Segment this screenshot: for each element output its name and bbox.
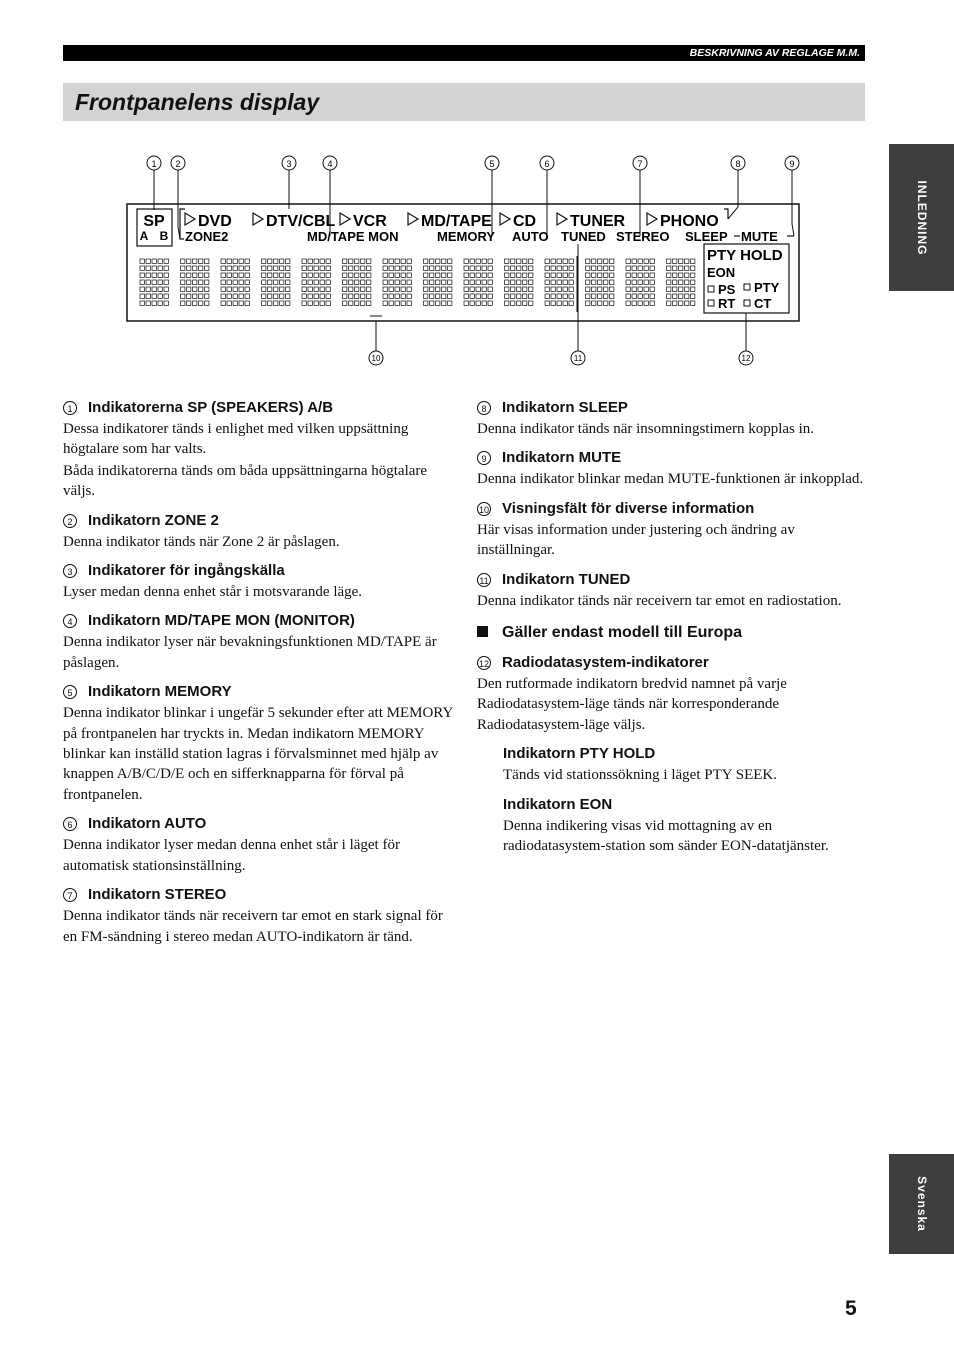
item-heading [63, 511, 455, 531]
callout-number: 4 [327, 159, 333, 169]
stereo-indicator: STEREO [616, 229, 670, 244]
item-text: Denna indikator blinkar medan MUTE-funktionen är inkopplad. [477, 471, 864, 488]
item-text: Denna indikator tänds när Zone 2 är påslagen. [63, 533, 340, 550]
sp-label: SP [143, 213, 165, 230]
callout-number: 3 [286, 159, 292, 169]
item-text: Denna indikator tänds när receivern tar emot en stark signal för en FM-sändning i stereo medan AUTO-indikatorn är tänd. [63, 908, 443, 945]
mdtape-mon-indicator: MD/TAPE MON [307, 229, 399, 244]
item-heading [477, 499, 869, 519]
ps-indicator: PS [718, 282, 736, 297]
source-indicator: CD [513, 213, 537, 230]
item-number-badge: 10 [477, 502, 491, 516]
sub-item-text: Denna indikering visas vid mottagning av en radiodatasystem-station som sänder EON-datatjänster. [503, 817, 829, 855]
source-arrow-icon [253, 213, 263, 225]
memory-indicator: MEMORY [437, 229, 496, 244]
europe-heading-text: Gäller endast modell till Europa [502, 624, 743, 642]
item-heading [63, 682, 455, 702]
item-number-badge: 3 [63, 564, 77, 578]
sleep-indicator: SLEEP [685, 229, 728, 244]
callout-number: 10 [371, 354, 381, 363]
item-title: Visningsfält för diverse information [502, 499, 755, 517]
europe-section-heading [477, 623, 869, 643]
item-text: Båda indikatorerna tänds om båda uppsättningarna högtalare väljs. [63, 462, 428, 500]
description-item [63, 611, 455, 673]
mute-indicator: MUTE [741, 229, 778, 244]
item-title: Indikatorn STEREO [88, 886, 227, 904]
source-indicator: TUNER [570, 213, 626, 230]
source-arrow-icon [408, 213, 418, 225]
sub-item-title: Indikatorn PTY HOLD [503, 745, 656, 763]
source-arrow-icon [557, 213, 567, 225]
side-tab-label: Svenska [914, 1176, 929, 1232]
item-title: Indikatorer för ingångskälla [88, 562, 285, 580]
item-text: Denna indikator lyser när bevakningsfunktionen MD/TAPE är påslagen. [63, 634, 437, 671]
callout-number: 2 [175, 159, 181, 169]
source-arrow-icon [185, 213, 195, 225]
ct-indicator: CT [754, 296, 772, 311]
item-heading [477, 570, 869, 590]
source-indicator: MD/TAPE [421, 213, 492, 230]
item-text: Lyser medan denna enhet står i motsvarande läge. [63, 584, 363, 601]
item-number-badge: 4 [63, 614, 77, 628]
item-title: Radiodatasystem-indikatorer [502, 654, 709, 672]
source-arrow-icon [500, 213, 510, 225]
square-bullet-icon [477, 626, 488, 637]
item-text: Här visas information under justering och ändring av inställningar. [477, 521, 795, 559]
item-number-badge: 11 [477, 573, 491, 587]
tuned-indicator: TUNED [561, 229, 606, 244]
description-item [63, 885, 455, 947]
description-item [477, 570, 869, 611]
front-panel-display-diagram [0, 140, 954, 380]
item-text: Denna indikator tänds när receivern tar emot en radiostation. [477, 592, 842, 609]
item-number-badge: 7 [63, 888, 77, 902]
page-number: 5 [845, 1297, 857, 1320]
side-tab-label: INLEDNING [914, 180, 929, 255]
right-column [477, 398, 869, 865]
description-item [477, 653, 869, 735]
item-text: Denna indikator tänds när insomningstimern kopplas in. [477, 421, 815, 437]
item-heading [63, 398, 455, 418]
title-bar [63, 83, 865, 121]
source-bracket-right [724, 209, 728, 219]
pty-indicator: PTY [754, 280, 780, 295]
item-number-badge: 1 [63, 401, 77, 415]
item-title: Indikatorn TUNED [502, 570, 631, 588]
section-header-bar [63, 45, 865, 61]
item-heading [63, 611, 455, 631]
pty-hold-indicator: PTY HOLD [707, 247, 783, 264]
sp-b-label: B [159, 229, 169, 243]
leader-line [728, 170, 738, 219]
left-column [63, 398, 455, 956]
description-item [63, 814, 455, 876]
item-heading [477, 448, 869, 468]
dot-matrix-area [140, 256, 695, 312]
item-title: Indikatorn MEMORY [88, 683, 232, 701]
callout-number: 12 [741, 354, 751, 363]
source-arrow-icon [340, 213, 350, 225]
item-number-badge: 2 [63, 514, 77, 528]
item-heading [63, 561, 455, 581]
source-indicator: DTV/CBL [266, 213, 336, 230]
leader-line [792, 170, 794, 236]
page-title: Frontpanelens display [75, 89, 320, 115]
item-number-badge: 5 [63, 685, 77, 699]
side-tab-svenska [889, 1154, 954, 1254]
section-label: BESKRIVNING AV REGLAGE M.M. [689, 47, 860, 59]
description-item [63, 511, 455, 552]
item-number-badge: 6 [63, 817, 77, 831]
item-heading [63, 885, 455, 905]
callouts-bottom [369, 244, 753, 365]
item-title: Indikatorn MD/TAPE MON (MONITOR) [88, 612, 355, 630]
item-number-badge: 9 [477, 451, 491, 465]
source-indicator: DVD [198, 213, 232, 230]
item-heading [477, 398, 869, 418]
callout-number: 6 [544, 159, 550, 169]
item-number-badge: 8 [477, 401, 491, 415]
item-text: Dessa indikatorer tänds i enlighet med vilken uppsättning högtalare som har valts. [63, 421, 409, 458]
callout-number: 7 [637, 159, 643, 169]
description-item [63, 398, 455, 502]
source-indicators [185, 213, 719, 230]
rds-sub-item [477, 795, 869, 857]
sub-item-title: Indikatorn EON [503, 795, 613, 813]
description-item [477, 448, 869, 489]
callout-number: 11 [573, 354, 583, 363]
source-indicator: PHONO [660, 213, 719, 230]
description-item [63, 682, 455, 805]
source-arrow-icon [647, 213, 657, 225]
callout-number: 5 [489, 159, 495, 169]
callout-number: 9 [789, 159, 795, 169]
item-title: Indikatorn ZONE 2 [88, 511, 219, 529]
callout-number: 1 [151, 159, 157, 169]
eon-indicator: EON [707, 265, 736, 280]
description-item [477, 499, 869, 561]
callout-number: 8 [735, 159, 741, 169]
sub-item-text: Tänds vid stationssökning i läget PTY SEEK. [503, 767, 778, 784]
item-heading [477, 653, 869, 673]
rt-indicator: RT [718, 296, 736, 311]
sp-a-label: A [139, 229, 149, 243]
item-number-badge: 12 [477, 656, 491, 670]
item-text: Den rutformade indikatorn bredvid namnet på varje Radiodatasystem-läge tänds när korresponderande Radiodatasystem-läge väljs. [477, 676, 787, 733]
item-text: Denna indikator blinkar i ungefär 5 sekunder efter att MEMORY på frontpanelen har tryckts in. Medan indikatorn MEMORY blinkar kan inställd station lagras i förvalsminnet med hjälp av knappen A/B/C/D/E och en sifferknapparna för förval på frontpanelen. [63, 705, 453, 803]
item-title: Indikatorn AUTO [88, 815, 207, 833]
item-text: Denna indikator lyser medan denna enhet står i läget för automatisk stationsinställning. [63, 837, 400, 874]
zone2-indicator: ZONE2 [185, 229, 229, 244]
rds-sub-item [477, 744, 869, 785]
auto-indicator: AUTO [512, 229, 549, 244]
description-item [477, 398, 869, 439]
source-indicator: VCR [353, 213, 387, 230]
item-title: Indikatorerna SP (SPEAKERS) A/B [88, 399, 334, 416]
item-heading [63, 814, 455, 834]
description-item [63, 561, 455, 602]
item-title: Indikatorn MUTE [502, 449, 622, 467]
item-title: Indikatorn SLEEP [502, 399, 628, 416]
